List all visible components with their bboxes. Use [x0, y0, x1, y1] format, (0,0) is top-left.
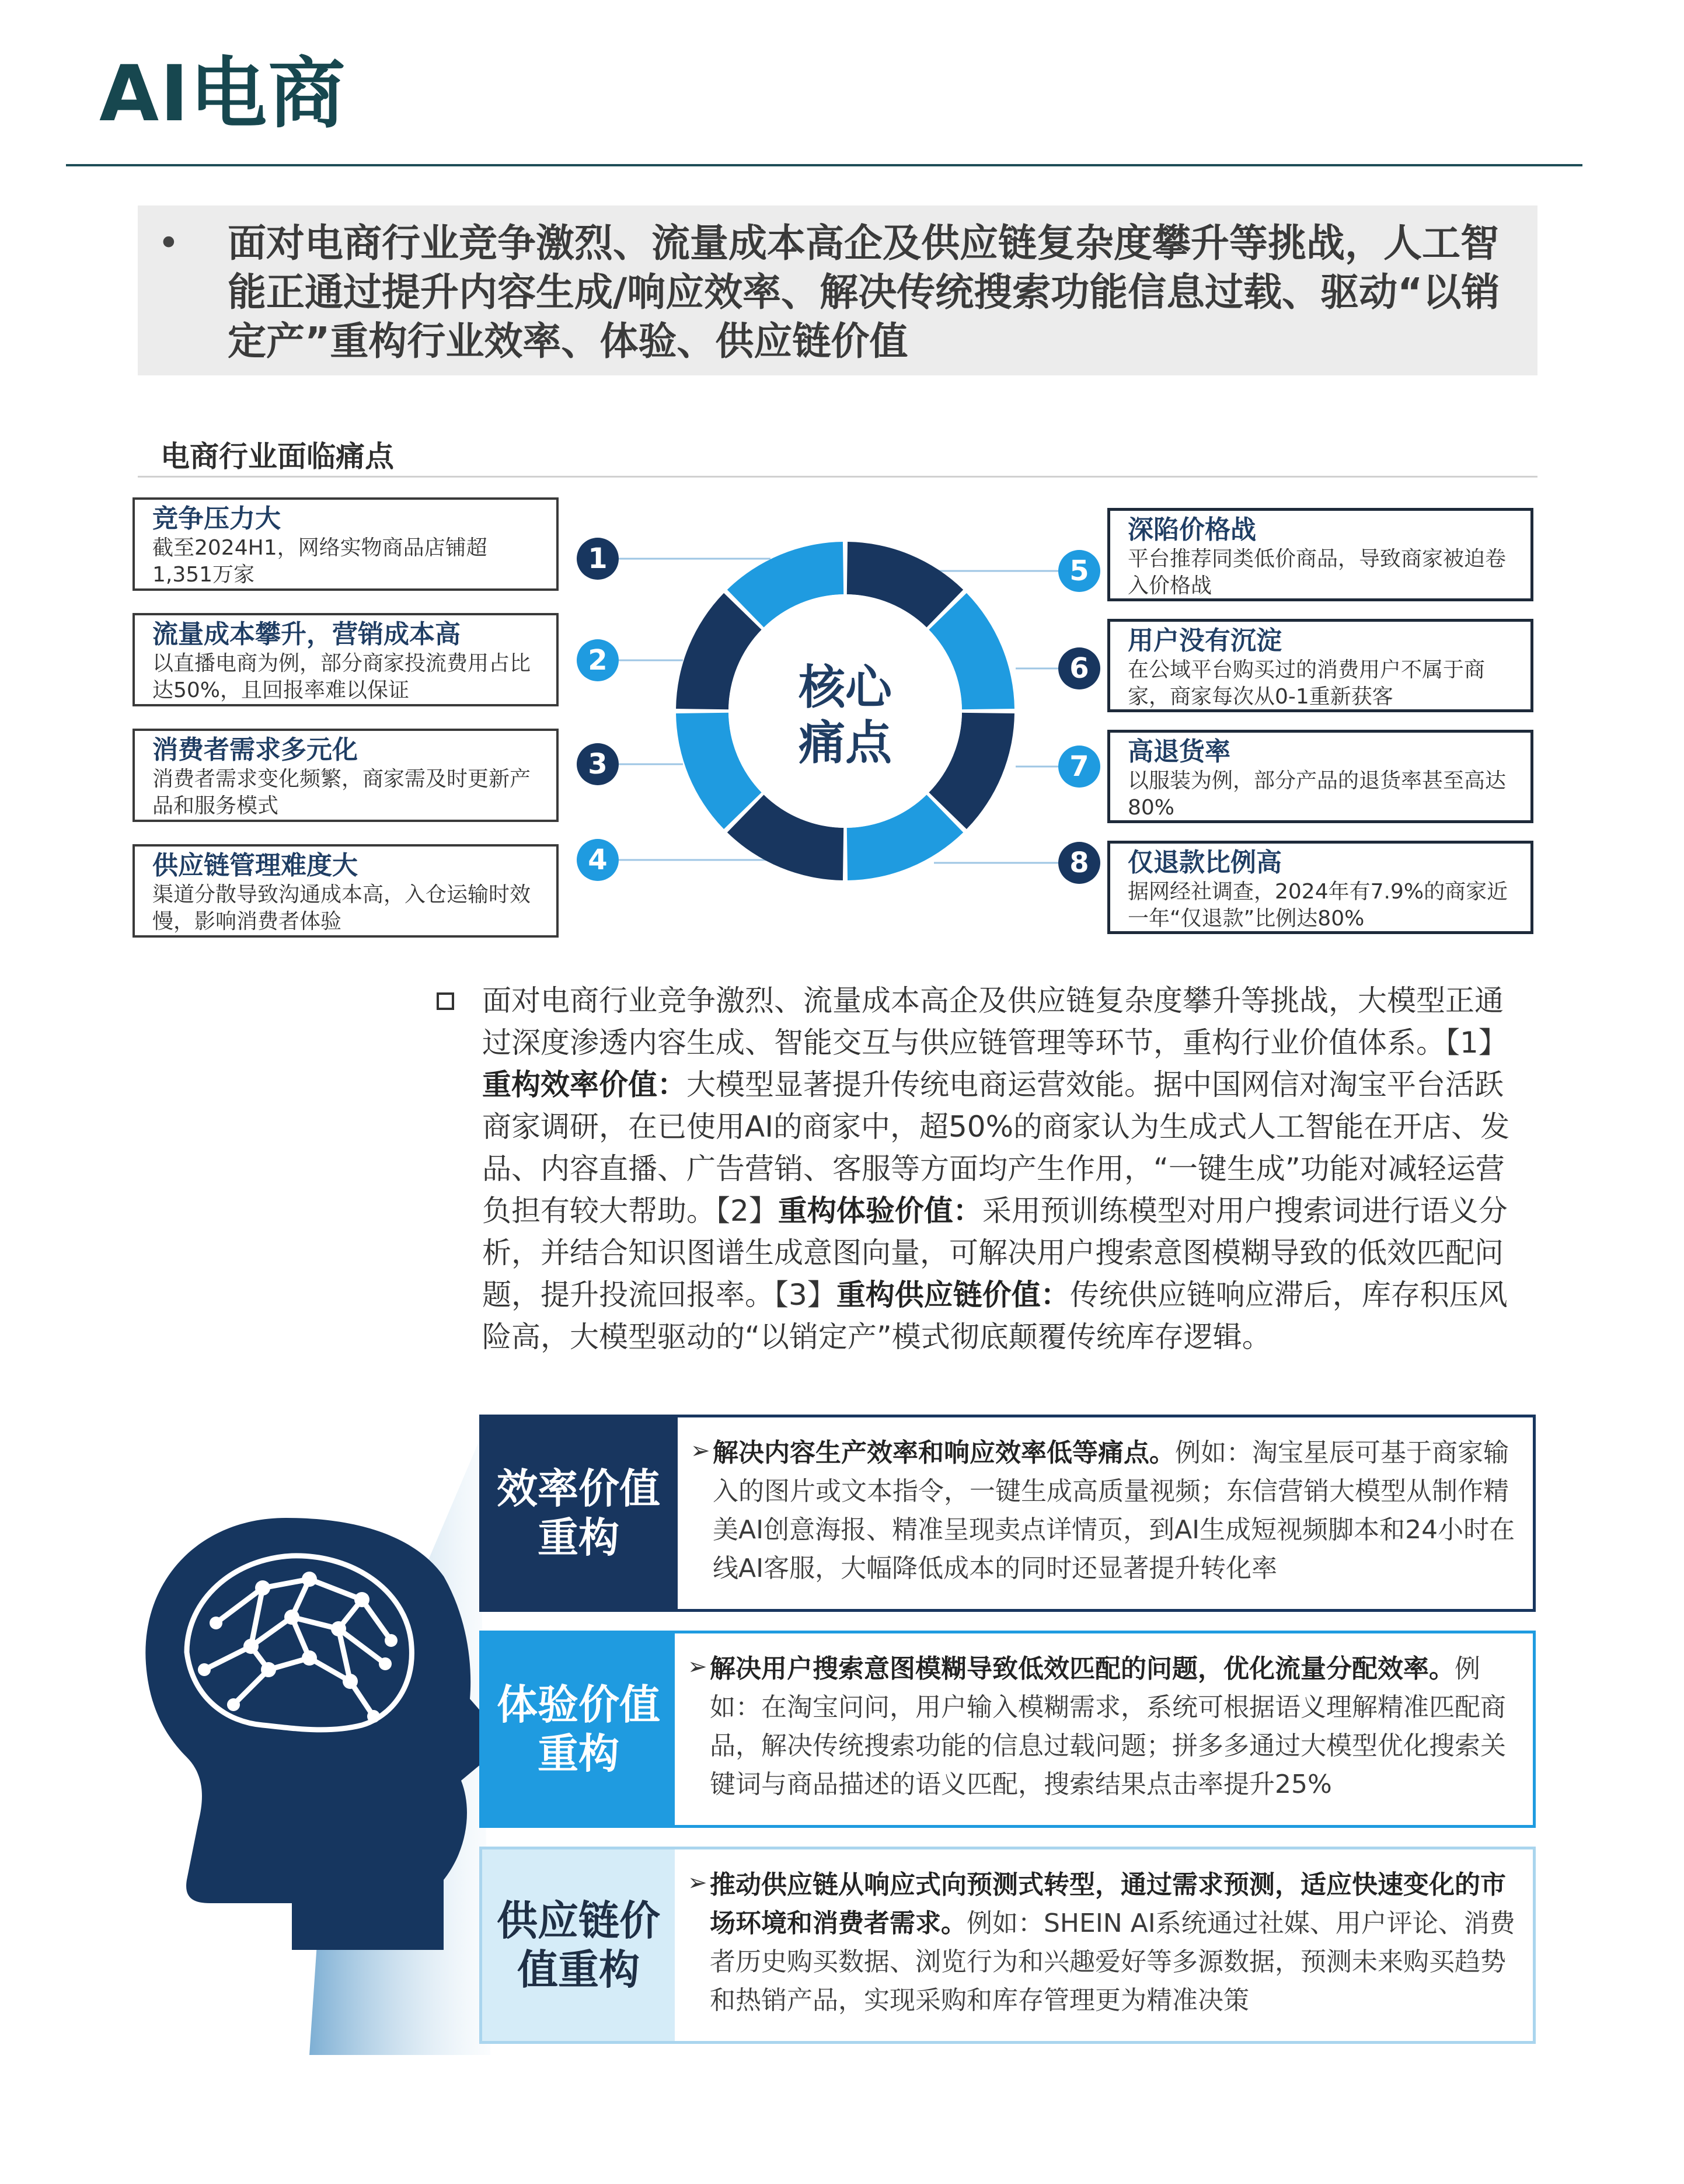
- section-title: 电商行业面临痛点: [161, 440, 394, 473]
- pain-point-8: [1107, 841, 1533, 934]
- value-text-supply-chain: [710, 1866, 1515, 2020]
- value-text-efficiency: [713, 1434, 1515, 1588]
- pain-point-4-title: 供应链管理难度大: [152, 851, 358, 880]
- para-bold-1: 重构效率价值：: [482, 1068, 686, 1102]
- badge-5: 5: [1058, 550, 1100, 592]
- value-label-supply-chain: 供应链价值重构: [497, 1897, 660, 1994]
- summary-bullet: •: [158, 222, 180, 265]
- pain-point-2-desc: 以直播电商为例，部分商家投流费用占比达50%，且回报率难以保证: [152, 652, 531, 702]
- arrow-bullet-icon: ➢: [691, 1437, 710, 1464]
- pain-point-1: [133, 497, 559, 591]
- pain-point-5: [1107, 508, 1533, 601]
- pain-point-3: [133, 729, 559, 822]
- pain-point-3-desc: 消费者需求变化频繁，商家需及时更新产品和服务模式: [152, 767, 531, 818]
- pain-point-7-title: 高退货率: [1128, 737, 1230, 767]
- value-bold-experience: 解决用户搜索意图模糊导致低效匹配的问题，优化流量分配效率。: [710, 1654, 1455, 1684]
- center-label-line2: 痛点: [799, 716, 892, 770]
- para-bold-3: 重构供应链价值：: [836, 1278, 1070, 1312]
- pain-point-5-title: 深陷价格战: [1128, 515, 1256, 545]
- body-paragraph: [482, 980, 1527, 1358]
- value-box-experience: [479, 1631, 1536, 1828]
- pain-point-6: [1107, 619, 1533, 712]
- badge-7: 7: [1058, 746, 1100, 788]
- pain-point-5-desc: 平台推荐同类低价商品，导致商家被迫卷入价格战: [1128, 547, 1507, 598]
- pain-point-7-desc: 以服装为例，部分产品的退货率甚至高达80%: [1128, 769, 1507, 820]
- value-label-efficiency: 效率价值重构: [497, 1465, 660, 1562]
- arrow-bullet-icon: ➢: [688, 1653, 707, 1680]
- pain-point-8-title: 仅退款比例高: [1128, 848, 1282, 877]
- value-content-experience: [675, 1633, 1533, 1825]
- badge-2: 2: [577, 639, 619, 681]
- value-detail-efficiency: 例如：淘宝星辰可基于商家输入的图片或文本指令，一键生成高质量视频；东信营销大模型从制作精美AI创意海报、精准呈现卖点详情页，到AI生成短视频脚本和24小时在线AI客服，大幅降低成本的同时还显著提升转化率: [713, 1438, 1515, 1583]
- value-content-supply-chain: [675, 1849, 1533, 2041]
- pain-point-2-title: 流量成本攀升，营销成本高: [152, 619, 461, 649]
- para-text-2: 大模型显著提升传统电商运营效能。据中国网信对淘宝平台活跃商家调研，在已使用AI的商家中，超50%的商家认为生成式人工智能在开店、发品、内容直播、广告营销、客服等方面均产生作用，“一键生成”功能对减轻运营负担有较大帮助。【2】: [482, 1068, 1510, 1228]
- badge-3: 3: [577, 743, 619, 785]
- badge-4: 4: [577, 839, 619, 881]
- para-bold-2: 重构体验价值：: [778, 1194, 982, 1228]
- value-box-efficiency: [479, 1415, 1536, 1612]
- pain-point-7: [1107, 730, 1533, 823]
- center-label-line1: 核心: [799, 660, 892, 715]
- para-text-1: 面对电商行业竞争激烈、流量成本高企及供应链复杂度攀升等挑战，大模型正通过深度渗透内容生成、智能交互与供应链管理等环节，重构行业价值体系。【1】: [482, 984, 1508, 1060]
- value-text-experience: [710, 1650, 1515, 1804]
- pain-point-4-desc: 渠道分散导致沟通成本高，入仓运输时效慢，影响消费者体验: [152, 883, 531, 933]
- page-title: AI电商: [99, 49, 347, 139]
- value-box-supply-chain: [479, 1847, 1536, 2044]
- pain-point-1-desc: 截至2024H1，网络实物商品店铺超1,351万家: [152, 536, 487, 587]
- pain-point-1-title: 竞争压力大: [152, 504, 281, 534]
- pain-point-8-desc: 据网经社调查，2024年有7.9%的商家近一年“仅退款”比例达80%: [1128, 880, 1508, 931]
- pain-point-6-desc: 在公域平台购买过的消费用户不属于商家，商家每次从0-1重新获客: [1128, 658, 1486, 709]
- value-content-efficiency: [675, 1417, 1533, 1609]
- pain-point-6-title: 用户没有沉淀: [1128, 626, 1282, 656]
- para-text-3: 采用预训练模型对用户搜索词进行语义分析，并结合知识图谱生成意图向量，可解决用户搜索意图模糊导致的低效匹配问题，提升投流回报率。【3】: [482, 1194, 1508, 1312]
- value-label-experience: 体验价值重构: [497, 1681, 660, 1778]
- pain-point-3-title: 消费者需求多元化: [152, 735, 358, 765]
- arrow-bullet-icon: ➢: [688, 1869, 707, 1896]
- value-detail-experience: 例如：在淘宝问问，用户输入模糊需求，系统可根据语义理解精准匹配商品，解决传统搜索功能的信息过载问题；拼多多通过大模型优化搜索关键词与商品描述的语义匹配，搜索结果点击率提升25%: [710, 1654, 1506, 1799]
- value-bold-efficiency: 解决内容生产效率和响应效率低等痛点。: [713, 1438, 1175, 1468]
- value-bold-supply-chain: 推动供应链从响应式向预测式转型，通过需求预测，适应快速变化的市场环境和消费者需求。: [710, 1870, 1506, 1938]
- value-detail-supply-chain: 例如：SHEIN AI系统通过社媒、用户评论、消费者历史购买数据、浏览行为和兴趣爱好等多源数据，预测未来购买趋势和热销产品，实现采购和库存管理更为精准决策: [710, 1908, 1515, 2015]
- summary-text: 面对电商行业竞争激烈、流量成本高企及供应链复杂度攀升等挑战，人工智能正通过提升内容生成/响应效率、解决传统搜索功能信息过载、驱动“以销定产”重构行业效率、体验、供应链价值: [228, 221, 1500, 364]
- badge-8: 8: [1058, 842, 1100, 884]
- pain-point-4: [133, 844, 559, 938]
- head-brain-icon: [117, 1424, 525, 2067]
- pain-point-2: [133, 613, 559, 706]
- badge-1: 1: [577, 538, 619, 580]
- checkbox-bullet-icon: [437, 992, 454, 1010]
- para-text-4: 传统供应链响应滞后，库存积压风险高，大模型驱动的“以销定产”模式彻底颠覆传统库存逻辑。: [482, 1278, 1508, 1354]
- badge-6: 6: [1058, 647, 1100, 689]
